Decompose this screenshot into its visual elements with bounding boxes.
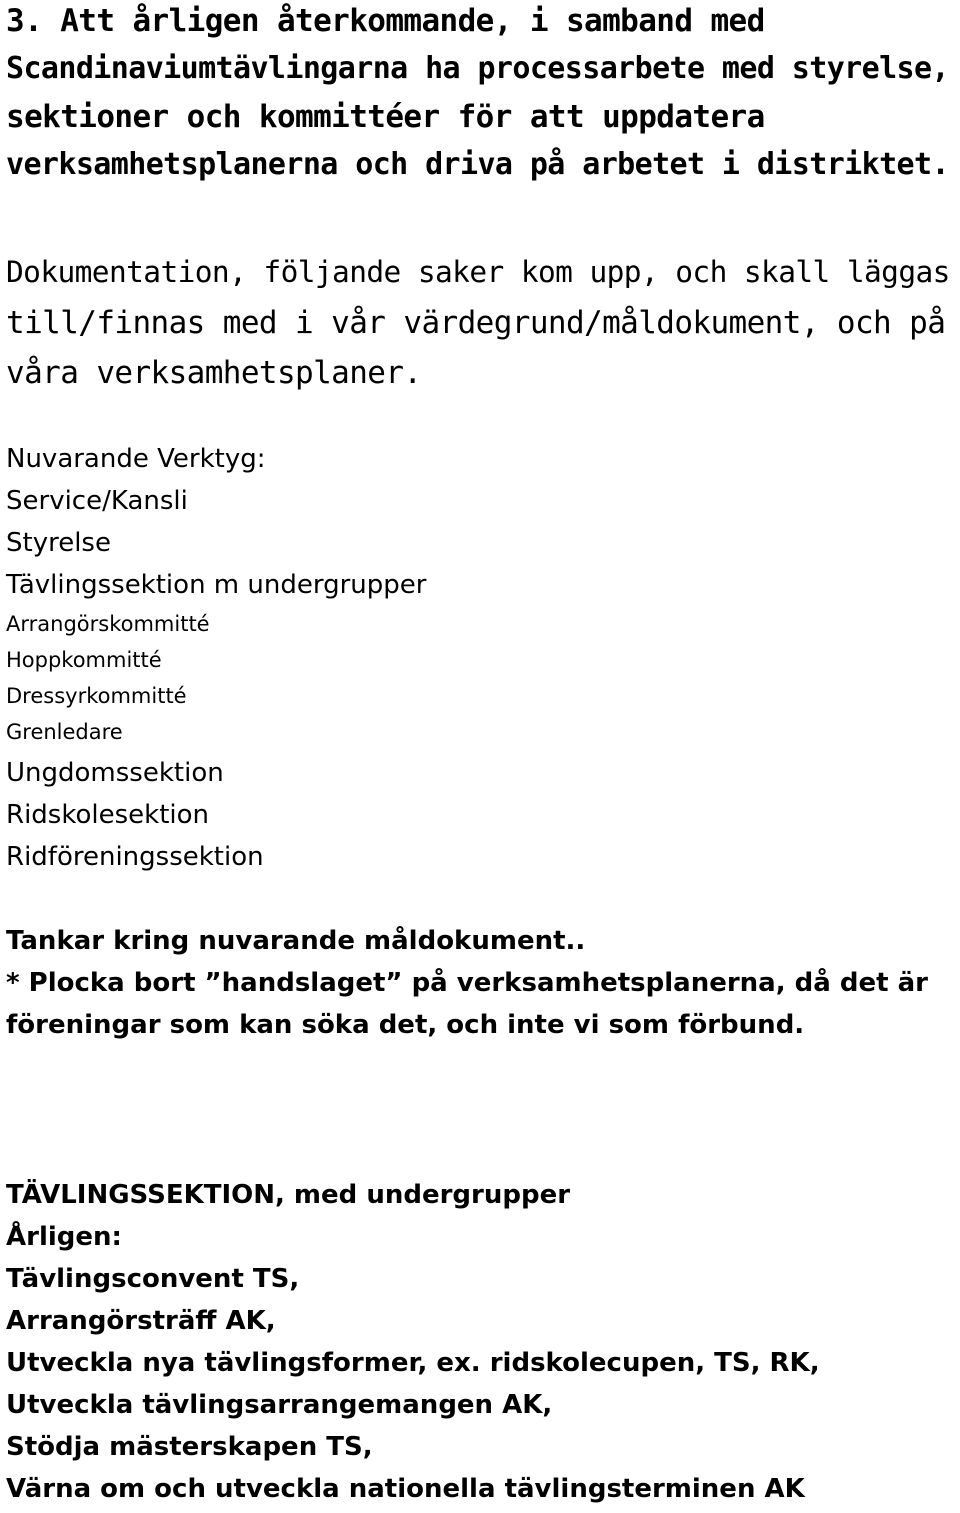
- list-item: Stödja mästerskapen TS,: [6, 1432, 373, 1462]
- paragraph-line: Dokumentation, följande saker kom upp, och skall läggas: [6, 255, 950, 289]
- competition-section-heading: TÄVLINGSSEKTION, med undergrupper: [6, 1180, 571, 1210]
- subgroup-item: Grenledare: [6, 720, 123, 744]
- subgroup-item: Arrangörskommitté: [6, 612, 210, 636]
- paragraph-line: verksamhetsplanerna och driva på arbetet i distriktet.: [6, 147, 949, 182]
- list-item: Styrelse: [6, 528, 111, 558]
- list-item: Utveckla nya tävlingsformer, ex. ridskolecupen, TS, RK,: [6, 1348, 820, 1378]
- paragraph-line: Scandinaviumtävlingarna ha processarbete med styrelse,: [6, 51, 949, 86]
- list-item: Arrangörsträff AK,: [6, 1306, 276, 1336]
- competition-section-subheading: Årligen:: [6, 1222, 122, 1252]
- paragraph-line: våra verksamhetsplaner.: [6, 355, 422, 391]
- paragraph-line: till/finnas med i vår värdegrund/måldokument, och på: [6, 305, 946, 341]
- list-item: Tävlingsconvent TS,: [6, 1264, 300, 1294]
- list-item: Service/Kansli: [6, 486, 188, 516]
- subgroup-item: Dressyrkommitté: [6, 684, 187, 708]
- list-item: Ungdomssektion: [6, 758, 224, 788]
- subgroup-item: Hoppkommitté: [6, 648, 162, 672]
- current-tools-heading: Nuvarande Verktyg:: [6, 444, 266, 474]
- list-item: Ridföreningssektion: [6, 842, 264, 872]
- list-item: Ridskolesektion: [6, 800, 209, 830]
- list-item: Utveckla tävlingsarrangemangen AK,: [6, 1390, 553, 1420]
- paragraph-line: * Plocka bort ”handslaget” på verksamhetsplanerna, då det är: [6, 968, 928, 998]
- thoughts-heading: Tankar kring nuvarande måldokument..: [6, 926, 586, 956]
- paragraph-line: sektioner och kommittéer för att uppdatera: [6, 99, 765, 135]
- paragraph-line: 3. Att årligen återkommande, i samband med: [6, 3, 765, 39]
- list-item: Värna om och utveckla nationella tävlingsterminen AK: [6, 1474, 805, 1504]
- list-item: Tävlingssektion m undergrupper: [6, 570, 427, 600]
- paragraph-line: föreningar som kan söka det, och inte vi som förbund.: [6, 1010, 805, 1040]
